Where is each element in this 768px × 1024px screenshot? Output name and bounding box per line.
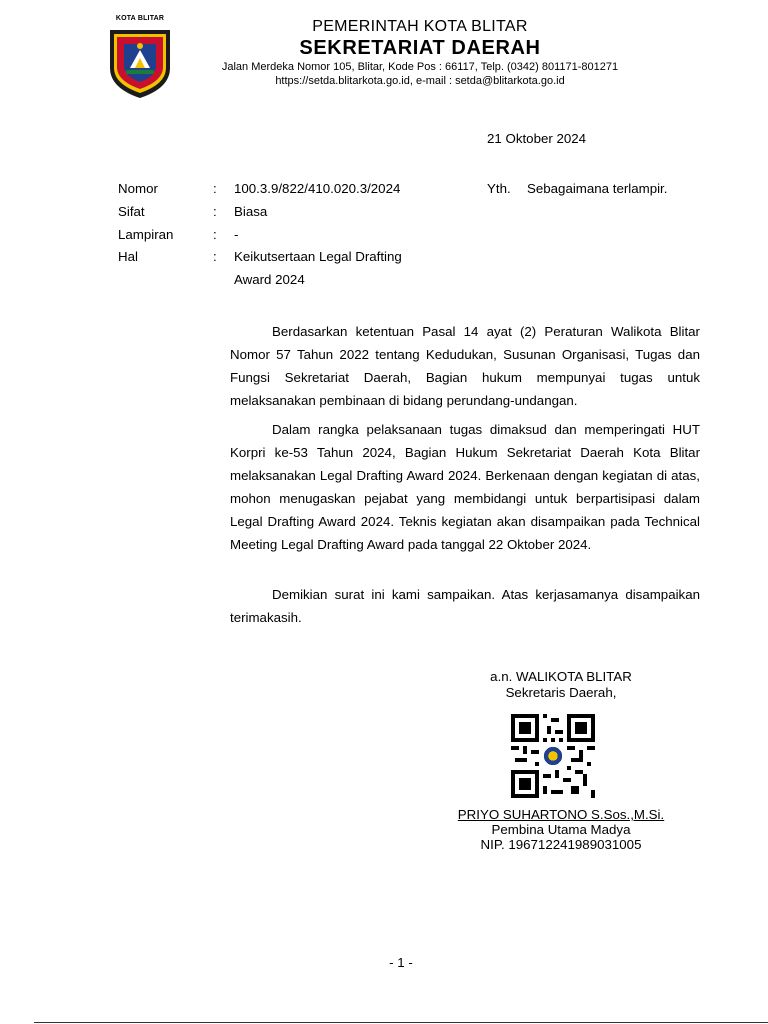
signature-position: Sekretaris Daerah, [505,685,617,700]
office-address: Jalan Merdeka Nomor 105, Blitar, Kode Pos : 66117, Telp. (0342) 801171-801271 [221,61,619,73]
meta-colon: : [213,181,217,196]
letterhead [0,0,768,104]
signatory-nip: NIP. 196712241989031005 [480,837,642,852]
letter-body [230,320,700,412]
meta-label-lampiran: Lampiran [118,227,174,242]
page-number: - 1 - [389,955,413,970]
footer-divider [34,1022,768,1023]
meta-label-sifat: Sifat [118,204,145,219]
recipient: Sebagaimana terlampir. [527,181,668,196]
meta-colon: : [213,227,217,242]
paragraph: Berdasarkan ketentuan Pasal 14 ayat (2) Peraturan Walikota Blitar Nomor 57 Tahun 2022 tentang Kedudukan, Susunan Organisasi, Tugas dan Fungsi Sekretariat Daerah, Bagian hukum mempunyai tugas untuk melaksanakan pembinaan di bidang perundang-undangan. [230,324,700,408]
paragraph: Dalam rangka pelaksanaan tugas dimaksud dan memperingati HUT Korpri ke-53 Tahun 2024, Bagian Hukum Sekretariat Daerah Kota Blitar melaksanakan Legal Drafting Award 2024. Berkenaan dengan kegiatan di atas, mohon menugaskan pejabat yang membidangi untuk berpartisipasi dalam Legal Drafting Award 2024. Teknis kegiatan akan disampaikan pada Technical Meeting Legal Drafting Award pada tanggal 22 Oktober 2024. [230,422,700,552]
signatory-name: PRIYO SUHARTONO S.Sos.,M.Si. [457,807,665,822]
yth-label: Yth. [487,181,511,196]
qr-code-icon [511,714,595,798]
meta-label-nomor: Nomor [118,181,158,196]
signatory-rank: Pembina Utama Madya [491,822,631,837]
meta-label-hal: Hal [118,249,138,264]
city-emblem [104,14,176,100]
letter-body [230,418,700,556]
emblem-label: KOTA BLITAR [115,15,165,22]
qr-code-signature [511,714,595,798]
office-web-email: https://setda.blitarkota.go.id, e-mail : setda@blitarkota.go.id [275,75,565,87]
meta-colon: : [213,249,217,264]
meta-value-sifat: Biasa [234,204,268,219]
meta-value-hal: Keikutsertaan Legal Drafting [234,249,402,264]
meta-colon: : [213,204,217,219]
paragraph: Demikian surat ini kami sampaikan. Atas kerjasamanya disampaikan terimakasih. [230,587,700,625]
letter-date: 21 Oktober 2024 [487,131,587,146]
letter-body [230,583,700,629]
meta-value-nomor: 100.3.9/822/410.020.3/2024 [234,181,401,196]
meta-value-hal-line2: Award 2024 [234,272,305,287]
meta-value-lampiran: - [234,227,239,242]
office-name: SEKRETARIAT DAERAH [299,37,541,59]
signature-on-behalf: a.n. WALIKOTA BLITAR [490,669,632,684]
government-name: PEMERINTAH KOTA BLITAR [312,18,528,35]
shield-emblem-icon [104,22,176,100]
